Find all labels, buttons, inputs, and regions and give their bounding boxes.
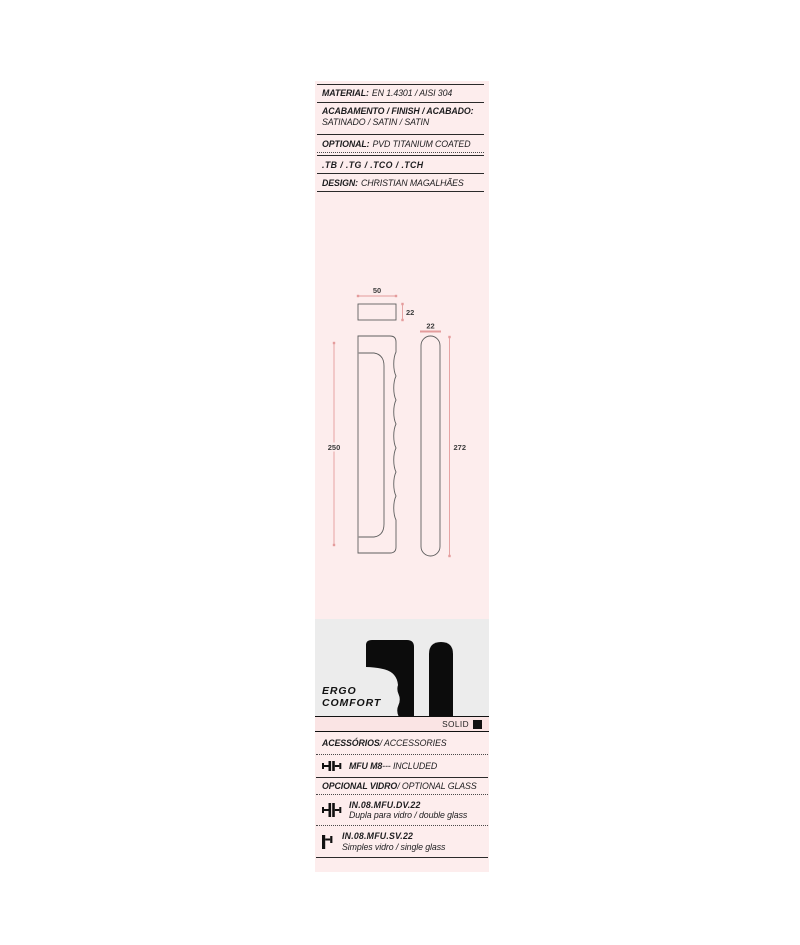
accessory-item-row (316, 826, 488, 858)
series-band (315, 619, 489, 716)
solid-square-icon (473, 720, 482, 729)
accessories-header-rest: / ACCESSORIES (379, 738, 447, 748)
accessory-code: IN.08.MFU.SV.22 (342, 831, 414, 841)
handle-side-profile (358, 336, 396, 553)
spec-value: .TB / .TG / .TCO / .TCH (322, 159, 424, 170)
included-code: MFU M8 (349, 761, 383, 771)
accessory-desc: Simples vidro / single glass (342, 841, 446, 852)
technical-drawing (315, 280, 489, 580)
dim-label-250: 250 (327, 443, 341, 452)
included-fixing-row (316, 755, 488, 778)
spec-row-finish-codes (317, 156, 484, 173)
accessories-section (316, 732, 488, 858)
accessories-header-bold: ACESSÓRIOS (322, 738, 380, 748)
solid-type-bar (315, 716, 489, 732)
optional-header-bold: OPCIONAL VIDRO (322, 781, 398, 791)
double-fixing-bolt-icon (322, 760, 342, 772)
spec-row-optional (317, 135, 484, 153)
spec-row-material (317, 85, 484, 102)
accessory-item-text (349, 800, 467, 821)
included-note: --- INCLUDED (382, 761, 438, 771)
accessory-desc: Dupla para vidro / double glass (349, 810, 468, 820)
optional-glass-header-row (316, 778, 488, 795)
dim-label-22-front: 22 (426, 321, 435, 331)
spec-label: DESIGN: (322, 177, 358, 188)
silhouette-front-bar (429, 642, 453, 716)
dim-label-22-top: 22 (406, 308, 415, 317)
spec-label: OPTIONAL: (322, 138, 370, 149)
dim-bar-22-front (420, 331, 441, 333)
accessory-code: IN.08.MFU.DV.22 (349, 799, 421, 810)
spec-row-design (317, 174, 484, 192)
spec-value: PVD TITANIUM COATED (372, 138, 471, 149)
divider (317, 191, 484, 192)
spec-value: CHRISTIAN MAGALHÃES (360, 177, 464, 188)
dim-label-272: 272 (453, 443, 467, 452)
spec-value: EN 1.4301 / AISI 304 (371, 88, 453, 99)
single-glass-fixing-icon (322, 835, 335, 849)
spec-label: MATERIAL: (322, 88, 369, 99)
spec-table (317, 84, 484, 192)
series-name-line2: COMFORT (322, 696, 382, 709)
dim-label-50: 50 (372, 286, 382, 295)
accessory-item-text (342, 831, 445, 852)
handle-front-view (421, 336, 440, 556)
product-sheet-column (315, 81, 489, 872)
accessory-item-row (316, 795, 488, 826)
double-glass-fixing-icon (322, 803, 342, 817)
series-name (322, 686, 381, 709)
spec-row-finish (317, 103, 484, 134)
optional-header-rest: / OPTIONAL GLASS (397, 781, 477, 791)
spec-value: SATINADO / SATIN / SATIN (322, 116, 430, 127)
solid-label: SOLID (442, 719, 469, 729)
spec-label: ACABAMENTO / FINISH / ACABADO: (322, 106, 474, 117)
series-name-line1: ERGO (322, 685, 357, 697)
cross-section-rect (358, 304, 396, 320)
handle-inner-slot (359, 353, 384, 537)
accessories-header-row (316, 732, 488, 755)
